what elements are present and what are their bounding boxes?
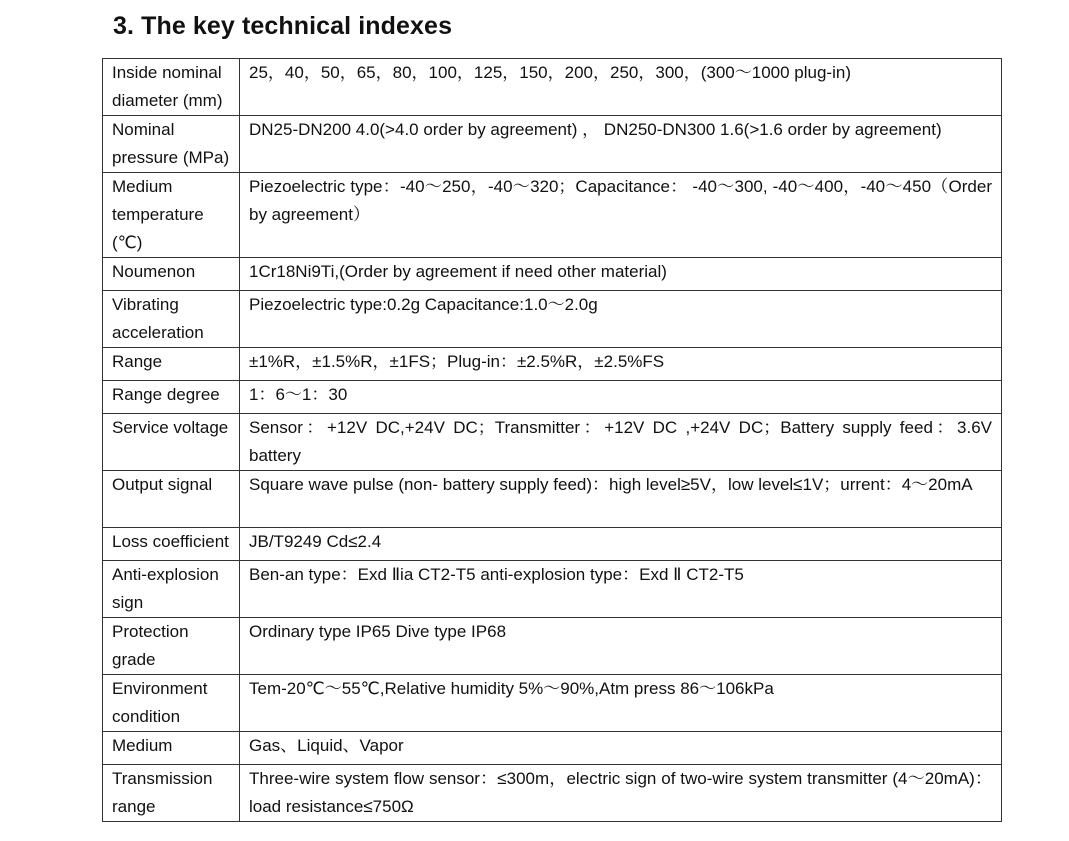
param-name: Anti-explosion sign [103, 561, 240, 618]
param-name: Noumenon [103, 258, 240, 291]
table-row [103, 528, 1002, 561]
param-value: Ben-an type：Exd Ⅱia CT2-T5 anti-explosion type：Exd Ⅱ CT2-T5 [240, 561, 1002, 618]
param-name: Inside nominal diameter (mm) [103, 59, 240, 116]
param-value: ±1%R，±1.5%R，±1FS；Plug-in：±2.5%R，±2.5%FS [240, 348, 1002, 381]
param-name: Range [103, 348, 240, 381]
param-name: Transmission range [103, 765, 240, 822]
param-name: Output signal [103, 471, 240, 528]
param-value: Square wave pulse (non- battery supply feed)：high level≥5V，low level≤1V；urrent：4～20mA [240, 471, 1002, 528]
param-name: Protection grade [103, 618, 240, 675]
table-row [103, 561, 1002, 618]
param-value: Piezoelectric type：-40～250，-40～320；Capacitance： -40～300, -40～400，-40～450（Order by agreement） [240, 173, 1002, 258]
table-row [103, 381, 1002, 414]
param-name: Range degree [103, 381, 240, 414]
table-row [103, 116, 1002, 173]
table-row [103, 732, 1002, 765]
table-row [103, 765, 1002, 822]
param-name: Medium temperature (℃) [103, 173, 240, 258]
param-value: Three-wire system flow sensor：≤300m，electric sign of two-wire system transmitter (4～20mA)：load resistance≤750Ω [240, 765, 1002, 822]
param-value: Tem-20℃～55℃,Relative humidity 5%～90%,Atm press 86～106kPa [240, 675, 1002, 732]
param-value: DN25-DN200 4.0(>4.0 order by agreement) ， DN250-DN300 1.6(>1.6 order by agreement) [240, 116, 1002, 173]
param-value: 25，40，50，65，80，100，125，150，200，250，300，(300～1000 plug-in) [240, 59, 1002, 116]
param-value: Sensor：+12V DC,+24V DC；Transmitter：+12V DC ,+24V DC；Battery supply feed：3.6V battery [240, 414, 1002, 471]
page-title: 3. The key technical indexes [113, 12, 453, 40]
param-value: Piezoelectric type:0.2g Capacitance:1.0～2.0g [240, 291, 1002, 348]
table-row [103, 258, 1002, 291]
param-value: 1Cr18Ni9Ti,(Order by agreement if need other material) [240, 258, 1002, 291]
param-name: Loss coefficient [103, 528, 240, 561]
table-row [103, 59, 1002, 116]
param-name: Vibrating acceleration [103, 291, 240, 348]
table-row [103, 291, 1002, 348]
table-row [103, 348, 1002, 381]
param-name: Nominal pressure (MPa) [103, 116, 240, 173]
param-value: JB/T9249 Cd≤2.4 [240, 528, 1002, 561]
param-name: Environment condition [103, 675, 240, 732]
table-row [103, 675, 1002, 732]
param-value: 1：6～1：30 [240, 381, 1002, 414]
param-value: Ordinary type IP65 Dive type IP68 [240, 618, 1002, 675]
table-row [103, 173, 1002, 258]
param-name: Medium [103, 732, 240, 765]
table-row [103, 471, 1002, 528]
table-row [103, 414, 1002, 471]
table-row [103, 618, 1002, 675]
technical-indexes-table [102, 58, 1002, 822]
param-name: Service voltage [103, 414, 240, 471]
param-value: Gas、Liquid、Vapor [240, 732, 1002, 765]
